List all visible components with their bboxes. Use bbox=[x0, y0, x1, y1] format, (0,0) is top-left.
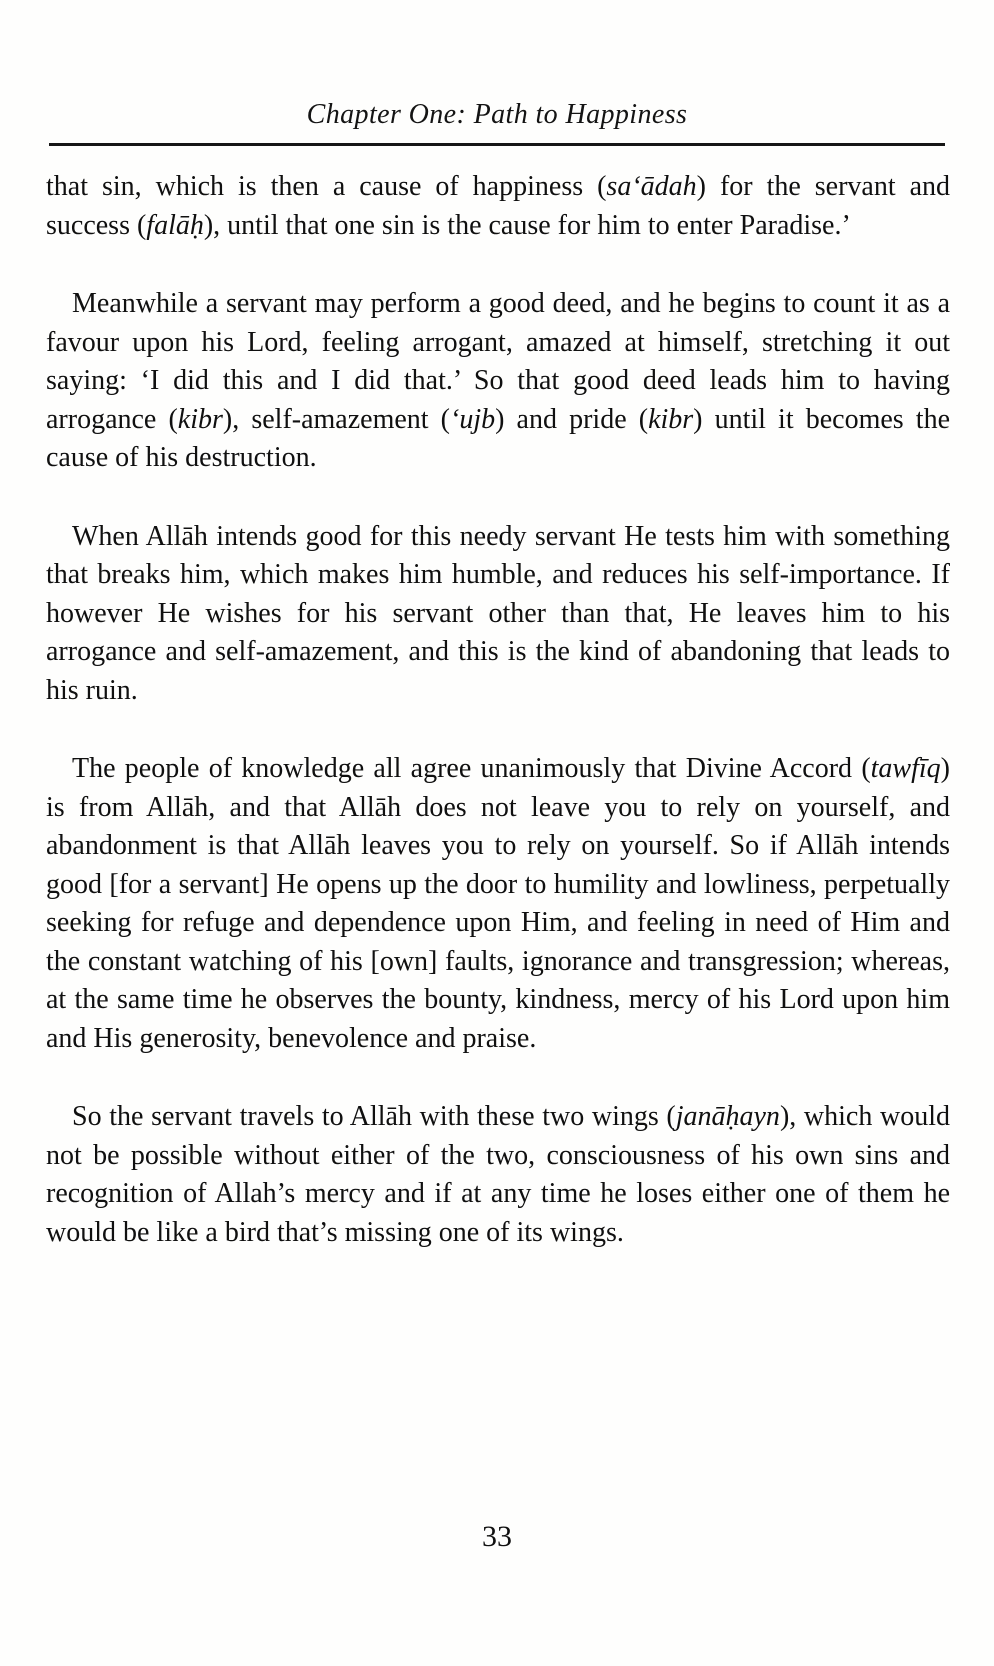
paragraph bbox=[46, 518, 950, 711]
paragraph bbox=[46, 285, 950, 478]
body-text bbox=[46, 168, 950, 1252]
text-segment: ), self-amazement ( bbox=[222, 403, 451, 435]
transliterated-term: tawfīq bbox=[870, 753, 941, 784]
page-header bbox=[0, 0, 994, 146]
header-rule bbox=[49, 143, 945, 146]
text-segment: So the servant travels to Allāh with these two wings ( bbox=[72, 1101, 676, 1132]
text-segment: ) for the servant and success ( bbox=[46, 171, 951, 241]
text-segment: Meanwhile a servant may perform a good deed, and he begins to count it as a favour upon his Lord, feeling arrogant, amazed at himself, stretching it out saying: ‘I did this and I did that.’ So that good deed leads him to having arrogance ( bbox=[46, 288, 950, 435]
text-segment: that sin, which is then a cause of happiness ( bbox=[46, 171, 607, 202]
transliterated-term: sa‘ādah bbox=[606, 171, 697, 202]
text-segment: ) is from Allāh, and that Allāh does not leave you to rely on yourself, and abandonment is that Allāh leaves you to rely on yourself. So if Allāh intends good [for a servant] He opens up the door to humility and lowliness, perpetually seeking for refuge and dependence upon Him, and feeling in need of Him and the constant watching of his [own] faults, ignorance and transgression; whereas, at the same time he observes the bounty, kindness, mercy of his Lord upon him and His generosity, benevolence and praise. bbox=[46, 753, 950, 1054]
text-segment: ), which would not be possible without either of the two, consciousness of his own sins and recognition of Allah’s mercy and if at any time he loses either one of them he would be like a bird that’s missing one of its wings. bbox=[46, 1101, 950, 1248]
paragraph bbox=[46, 750, 950, 1058]
transliterated-term: janāḥayn bbox=[675, 1101, 780, 1132]
text-segment: ) until it becomes the cause of his destruction. bbox=[46, 403, 950, 473]
transliterated-term: kibr bbox=[648, 403, 694, 435]
transliterated-term: falāḥ bbox=[146, 209, 204, 241]
text-segment: ) and pride ( bbox=[495, 403, 649, 435]
transliterated-term: kibr bbox=[177, 403, 223, 435]
paragraph bbox=[46, 1098, 950, 1252]
paragraph bbox=[46, 168, 950, 245]
text-segment: The people of knowledge all agree unanimously that Divine Accord ( bbox=[72, 753, 871, 784]
page-number: 33 bbox=[482, 1520, 512, 1553]
chapter-title: Chapter One: Path to Happiness bbox=[306, 99, 688, 130]
transliterated-term: ‘ujb bbox=[450, 403, 496, 435]
text-segment: ), until that one sin is the cause for him to enter Paradise.’ bbox=[203, 209, 851, 241]
text-segment: When Allāh intends good for this needy servant He tests him with something that breaks him, which makes him humble, and reduces his self-importance. If however He wishes for his servant other than that, He leaves him to his arrogance and self-amazement, and this is the kind of abandoning that leads to his ruin. bbox=[46, 520, 950, 706]
